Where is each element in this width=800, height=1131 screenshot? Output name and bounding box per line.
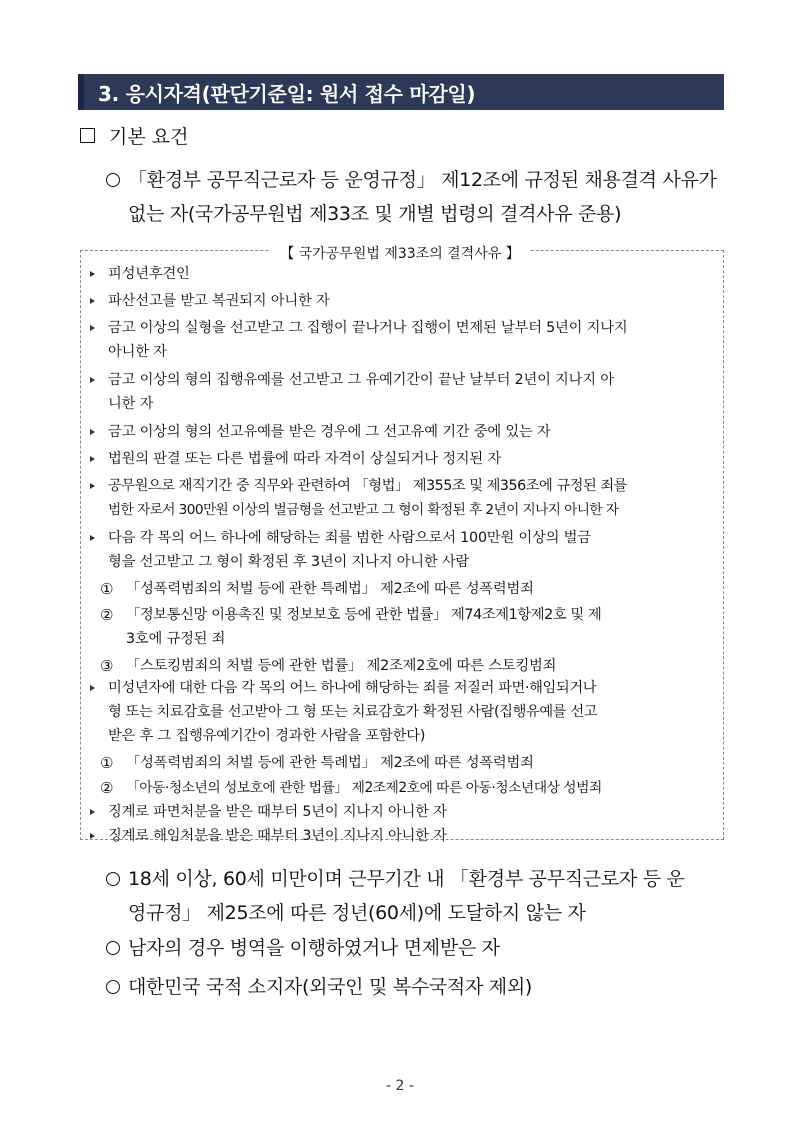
circled-number: ② bbox=[100, 606, 114, 624]
list-item: 법원의 판결 또는 다른 법률에 따라 자격이 상실되거나 정지된 자 bbox=[108, 451, 501, 467]
square-bullet-icon bbox=[80, 128, 95, 143]
list-item-continuation: 받은 후 그 집행유예기간이 경과한 사람을 포함한다) bbox=[108, 728, 426, 744]
list-item: 징계로 해임처분을 받은 때부터 3년이 지나지 아니한 자 bbox=[108, 828, 447, 844]
arrow-bullet-icon bbox=[90, 377, 95, 383]
arrow-bullet-icon bbox=[90, 685, 95, 691]
arrow-bullet-icon bbox=[90, 535, 95, 541]
list-item-continuation: 형을 선고받고 그 형이 확정된 후 3년이 지나지 아니한 사람 bbox=[108, 554, 470, 570]
sub-item: 「성폭력범죄의 처벌 등에 관한 특례법」 제2조에 따른 성폭력범죄 bbox=[126, 581, 534, 597]
subsection-label: 기본 요건 bbox=[109, 126, 189, 148]
list-item-continuation: 범한 자로서 300만원 이상의 벌금형을 선고받고 그 형이 확정된 후 2년이 지나지 아니한 자 bbox=[108, 502, 619, 518]
circle-bullet-icon bbox=[106, 872, 120, 886]
list-item: 다음 각 목의 어느 하나에 해당하는 죄를 범한 사람으로서 100만원 이상의 벌금 bbox=[108, 530, 591, 546]
sub-item-continuation: 3호에 규정된 죄 bbox=[126, 631, 226, 647]
arrow-bullet-icon bbox=[90, 271, 95, 277]
circled-number: ① bbox=[100, 580, 114, 598]
circle-bullet-icon bbox=[106, 941, 120, 955]
circled-number: ③ bbox=[100, 657, 114, 675]
section-title: 3. 응시자격(판단기준일: 원서 접수 마감일) bbox=[98, 82, 476, 106]
circle-bullet-icon bbox=[106, 173, 120, 187]
requirement-line: 대한민국 국적 소지자(외국인 및 복수국적자 제외) bbox=[128, 976, 533, 998]
sub-item: 「정보통신망 이용촉진 및 정보보호 등에 관한 법률」 제74조제1항제2호 및 제 bbox=[126, 607, 602, 623]
list-item-continuation: 아니한 자 bbox=[108, 344, 167, 360]
arrow-bullet-icon bbox=[90, 429, 95, 435]
list-item: 피성년후견인 bbox=[108, 266, 190, 282]
requirement-line: 없는 자(국가공무원법 제33조 및 개별 법령의 결격사유 준용) bbox=[128, 203, 622, 225]
arrow-bullet-icon bbox=[90, 483, 95, 489]
circle-bullet-icon bbox=[106, 980, 120, 994]
list-item-continuation: 형 또는 치료감호를 선고받아 그 형 또는 치료감호가 확정된 사람(집행유예를 선고 bbox=[108, 704, 598, 720]
list-item: 금고 이상의 형의 선고유예를 받은 경우에 그 선고유예 기간 중에 있는 자 bbox=[108, 424, 551, 440]
page-number: - 2 - bbox=[386, 1078, 414, 1094]
box-title: 【 국가공무원법 제33조의 결격사유 】 bbox=[0, 243, 800, 263]
list-item: 공무원으로 재직기간 중 직무와 관련하여 「형법」 제355조 및 제356조에 규정된 죄를 bbox=[108, 478, 627, 494]
sub-item: 「스토킹범죄의 처벌 등에 관한 법률」 제2조제2호에 따른 스토킹범죄 bbox=[126, 658, 557, 674]
requirement-line: 남자의 경우 병역을 이행하였거나 면제받은 자 bbox=[128, 937, 500, 959]
arrow-bullet-icon bbox=[90, 809, 95, 815]
subsection-heading bbox=[80, 122, 188, 149]
list-item-continuation: 니한 자 bbox=[108, 396, 154, 412]
sub-item: 「성폭력범죄의 처벌 등에 관한 특례법」 제2조에 따른 성폭력범죄 bbox=[126, 755, 534, 771]
circled-number: ② bbox=[100, 779, 114, 797]
list-item: 파산선고를 받고 복권되지 아니한 자 bbox=[108, 293, 330, 309]
arrow-bullet-icon bbox=[90, 298, 95, 304]
requirement-line: 18세 이상, 60세 미만이며 근무기간 내 「환경부 공무직근로자 등 운 bbox=[128, 868, 685, 890]
arrow-bullet-icon bbox=[90, 456, 95, 462]
arrow-bullet-icon bbox=[90, 833, 95, 839]
sub-item: 「아동·청소년의 성보호에 관한 법률」 제2조제2호에 따른 아동·청소년대상 성범죄 bbox=[126, 780, 602, 796]
list-item: 미성년자에 대한 다음 각 목의 어느 하나에 해당하는 죄를 저질러 파면·해임되거나 bbox=[108, 680, 597, 696]
circled-number: ① bbox=[100, 754, 114, 772]
list-item: 금고 이상의 형의 집행유예를 선고받고 그 유예기간이 끝난 날부터 2년이 지나지 아 bbox=[108, 372, 614, 388]
section-header-bar bbox=[78, 74, 724, 110]
list-item: 금고 이상의 실형을 선고받고 그 집행이 끝나거나 집행이 면제된 날부터 5년이 지나지 bbox=[108, 320, 628, 336]
requirement-line: 「환경부 공무직근로자 등 운영규정」 제12조에 규정된 채용결격 사유가 bbox=[128, 169, 717, 191]
list-item: 징계로 파면처분을 받은 때부터 5년이 지나지 아니한 자 bbox=[108, 804, 447, 820]
requirement-line: 영규정」 제25조에 따른 정년(60세)에 도달하지 않는 자 bbox=[128, 902, 586, 924]
arrow-bullet-icon bbox=[90, 325, 95, 331]
